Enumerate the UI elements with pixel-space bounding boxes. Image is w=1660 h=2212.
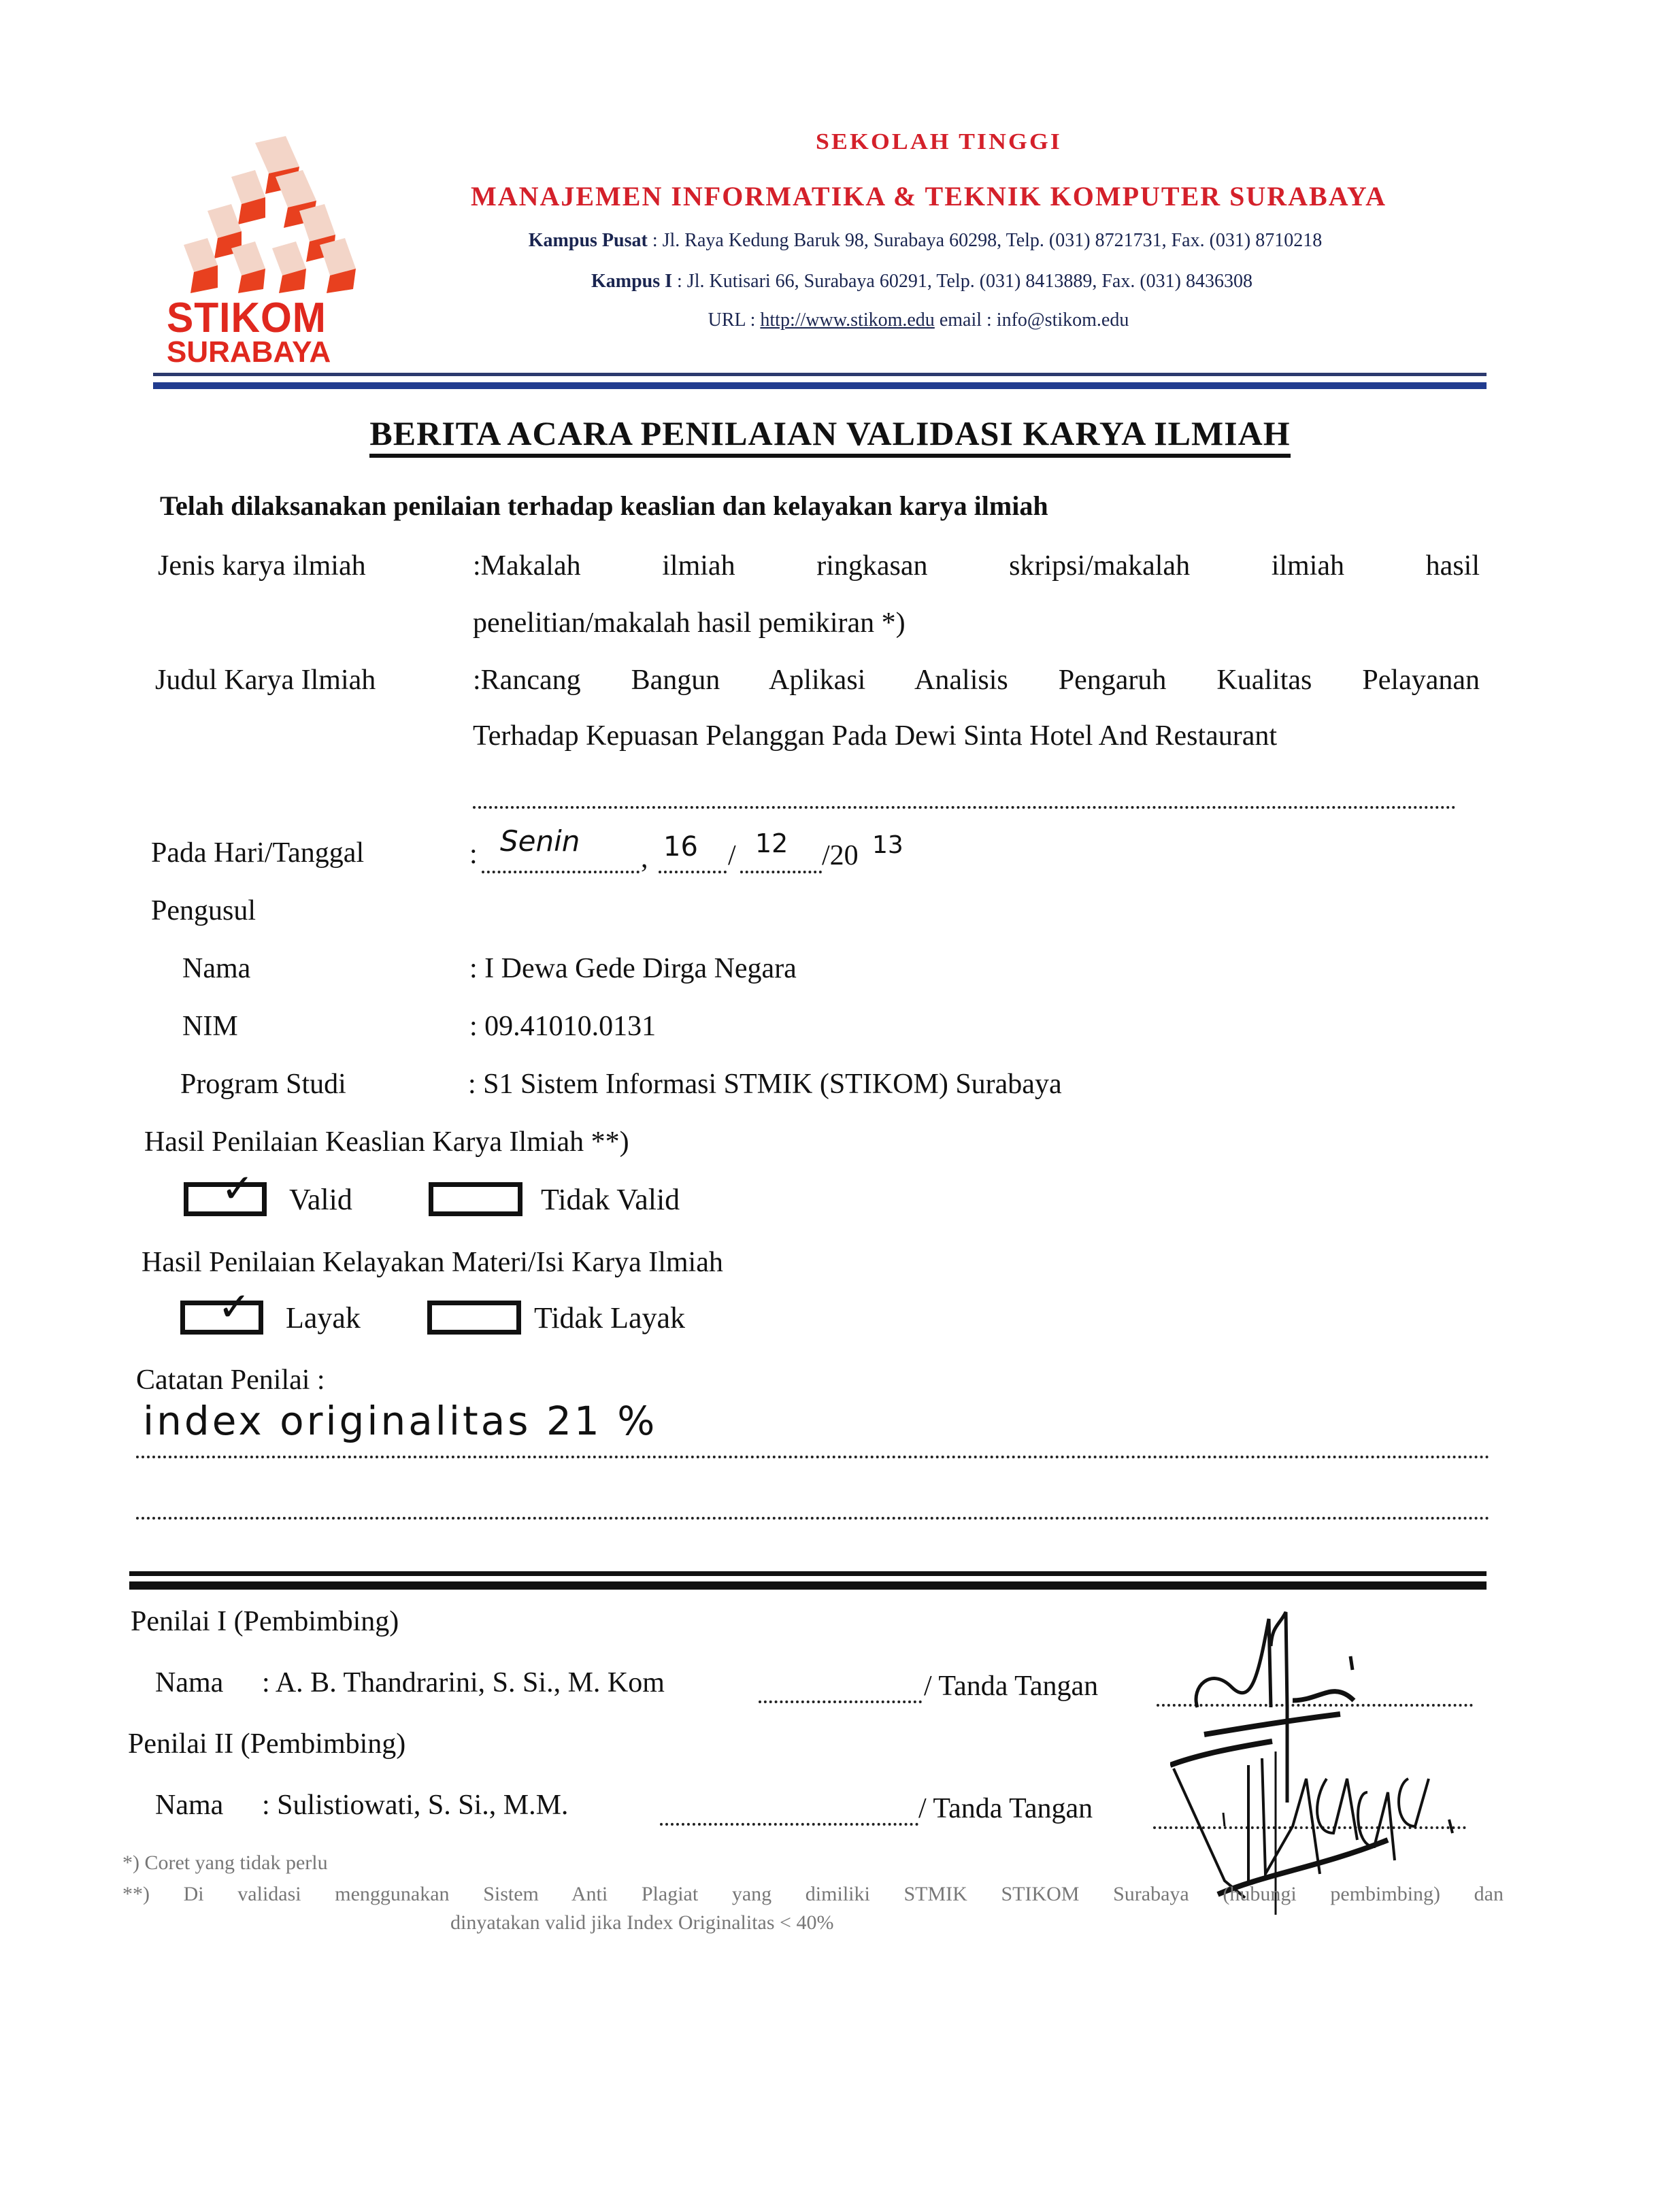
logo-text-stikom: STIKOM (167, 295, 327, 341)
header-rule-thin (153, 373, 1487, 376)
campus-main-text: : Jl. Raya Kedung Baruk 98, Surabaya 60298, Telp. (031) 8721731, Fax. (031) 8710218 (647, 230, 1323, 251)
tanggal-label: Pada Hari/Tanggal (151, 837, 365, 869)
kelayakan-heading: Hasil Penilaian Kelayakan Materi/Isi Karya Ilmiah (142, 1247, 723, 1278)
nim-label: NIM (182, 1011, 238, 1042)
tidak-layak-label: Tidak Layak (534, 1301, 686, 1335)
valid-label: Valid (289, 1183, 352, 1216)
penilai-1-heading: Penilai I (Pembimbing) (131, 1606, 399, 1637)
penilai-2-heading: Penilai II (Pembimbing) (128, 1728, 406, 1760)
footnote-2-line-1: **) Di validasi menggunakan Sistem Anti Plagiat yang dimiliki STMIK STIKOM Surabaya (hubungi pembimbing) dan (122, 1883, 1504, 1905)
institution-line-2: MANAJEMEN INFORMATIKA & TEKNIK KOMPUTER SURABAYA (470, 181, 1387, 212)
tanggal-day-handwritten: Senin (500, 824, 580, 858)
email-text: email : info@stikom.edu (934, 309, 1129, 331)
tanggal-date-handwritten: 16 (663, 831, 698, 862)
penilai-2-nama-label: Nama (155, 1790, 224, 1821)
jenis-value-line-2: penelitian/makalah hasil pemikiran *) (473, 607, 906, 639)
layak-label: Layak (286, 1301, 361, 1335)
tanggal-colon: : (469, 839, 478, 870)
catatan-label: Catatan Penilai : (136, 1364, 325, 1396)
tidak-layak-checkbox[interactable] (427, 1301, 521, 1335)
tanggal-month-dots (740, 871, 822, 873)
nama-value: : I Dewa Gede Dirga Negara (469, 953, 797, 984)
tanggal-date-dots (659, 871, 727, 873)
tanggal-month-handwritten: 12 (755, 828, 788, 858)
nim-value: : 09.41010.0131 (469, 1011, 657, 1042)
tanggal-comma: , (641, 843, 648, 874)
cube-pyramid-icon (167, 133, 364, 296)
judul-value-line-2: Terhadap Kepuasan Pelanggan Pada Dewi Sinta Hotel And Restaurant (473, 720, 1278, 752)
catatan-handwritten: index originalitas 21 % (143, 1398, 658, 1444)
campus-main-label: Kampus Pusat (528, 230, 648, 251)
judul-dotted-line (473, 806, 1456, 809)
penilai-2-nama-value: : Sulistiowati, S. Si., M.M. (262, 1790, 569, 1821)
contact-line (612, 309, 1225, 331)
institution-line-1: SEKOLAH TINGGI (816, 129, 1062, 154)
header-rule-thick (153, 382, 1487, 389)
logo-cubes (184, 136, 356, 293)
nama-label: Nama (182, 953, 251, 984)
section-rule-thick (129, 1581, 1487, 1590)
penilai-1-name-dots (759, 1700, 922, 1703)
checkmark-icon: ✓ (218, 1284, 251, 1330)
tanggal-day-dots (482, 871, 640, 873)
url-label: URL : (708, 309, 761, 331)
logo-text-surabaya: SURABAYA (167, 335, 331, 369)
keaslian-heading: Hasil Penilaian Keaslian Karya Ilmiah **) (144, 1126, 629, 1158)
catatan-dotted-line-1 (136, 1456, 1490, 1458)
prodi-label: Program Studi (180, 1069, 346, 1100)
prodi-value: : S1 Sistem Informasi STMIK (STIKOM) Surabaya (468, 1069, 1062, 1100)
tidak-valid-checkbox[interactable] (429, 1182, 522, 1216)
tanggal-year-prefix: /20 (822, 840, 859, 871)
stikom-logo (167, 133, 364, 369)
tidak-valid-label: Tidak Valid (541, 1183, 680, 1216)
campus-main-address (401, 230, 1449, 252)
penilai-1-nama-label: Nama (155, 1667, 224, 1698)
checkmark-icon: ✓ (221, 1165, 254, 1211)
judul-label: Judul Karya Ilmiah (155, 665, 376, 696)
footnote-1: *) Coret yang tidak perlu (122, 1851, 328, 1874)
website-link[interactable]: http://www.stikom.edu (760, 309, 935, 331)
jenis-label: Jenis karya ilmiah (158, 550, 366, 582)
campus-1-label: Kampus I (591, 271, 673, 292)
penilai-2-name-dots (660, 1823, 918, 1826)
catatan-dotted-line-2 (136, 1517, 1490, 1520)
jenis-value-line-1: :Makalah ilmiah ringkasan skripsi/makalah ilmiah hasil (473, 550, 1480, 582)
pengusul-label: Pengusul (151, 895, 256, 926)
penilai-1-ttd-label: / Tanda Tangan (924, 1671, 1099, 1702)
document-title (0, 414, 1660, 453)
penilai-1-nama-value: : A. B. Thandrarini, S. Si., M. Kom (262, 1667, 665, 1698)
layak-checkbox[interactable] (180, 1284, 263, 1335)
footnote-2-line-2: dinyatakan valid jika Index Originalitas < 40% (450, 1911, 834, 1934)
penilai-2-ttd-label: / Tanda Tangan (918, 1793, 1093, 1824)
tanggal-slash: / (728, 840, 736, 871)
tanggal-year-handwritten: 13 (872, 831, 903, 859)
campus-1-address (476, 271, 1367, 292)
campus-1-text: : Jl. Kutisari 66, Surabaya 60291, Telp. (031) 8413889, Fax. (031) 8436308 (672, 271, 1253, 292)
intro-text: Telah dilaksanakan penilaian terhadap keaslian dan kelayakan karya ilmiah (160, 490, 1048, 521)
judul-value-line-1: :Rancang Bangun Aplikasi Analisis Pengaruh Kualitas Pelayanan (473, 665, 1480, 696)
document-title-text: BERITA ACARA PENILAIAN VALIDASI KARYA ILMIAH (369, 414, 1290, 458)
valid-checkbox[interactable] (184, 1165, 267, 1216)
section-rule-thin (129, 1571, 1487, 1576)
